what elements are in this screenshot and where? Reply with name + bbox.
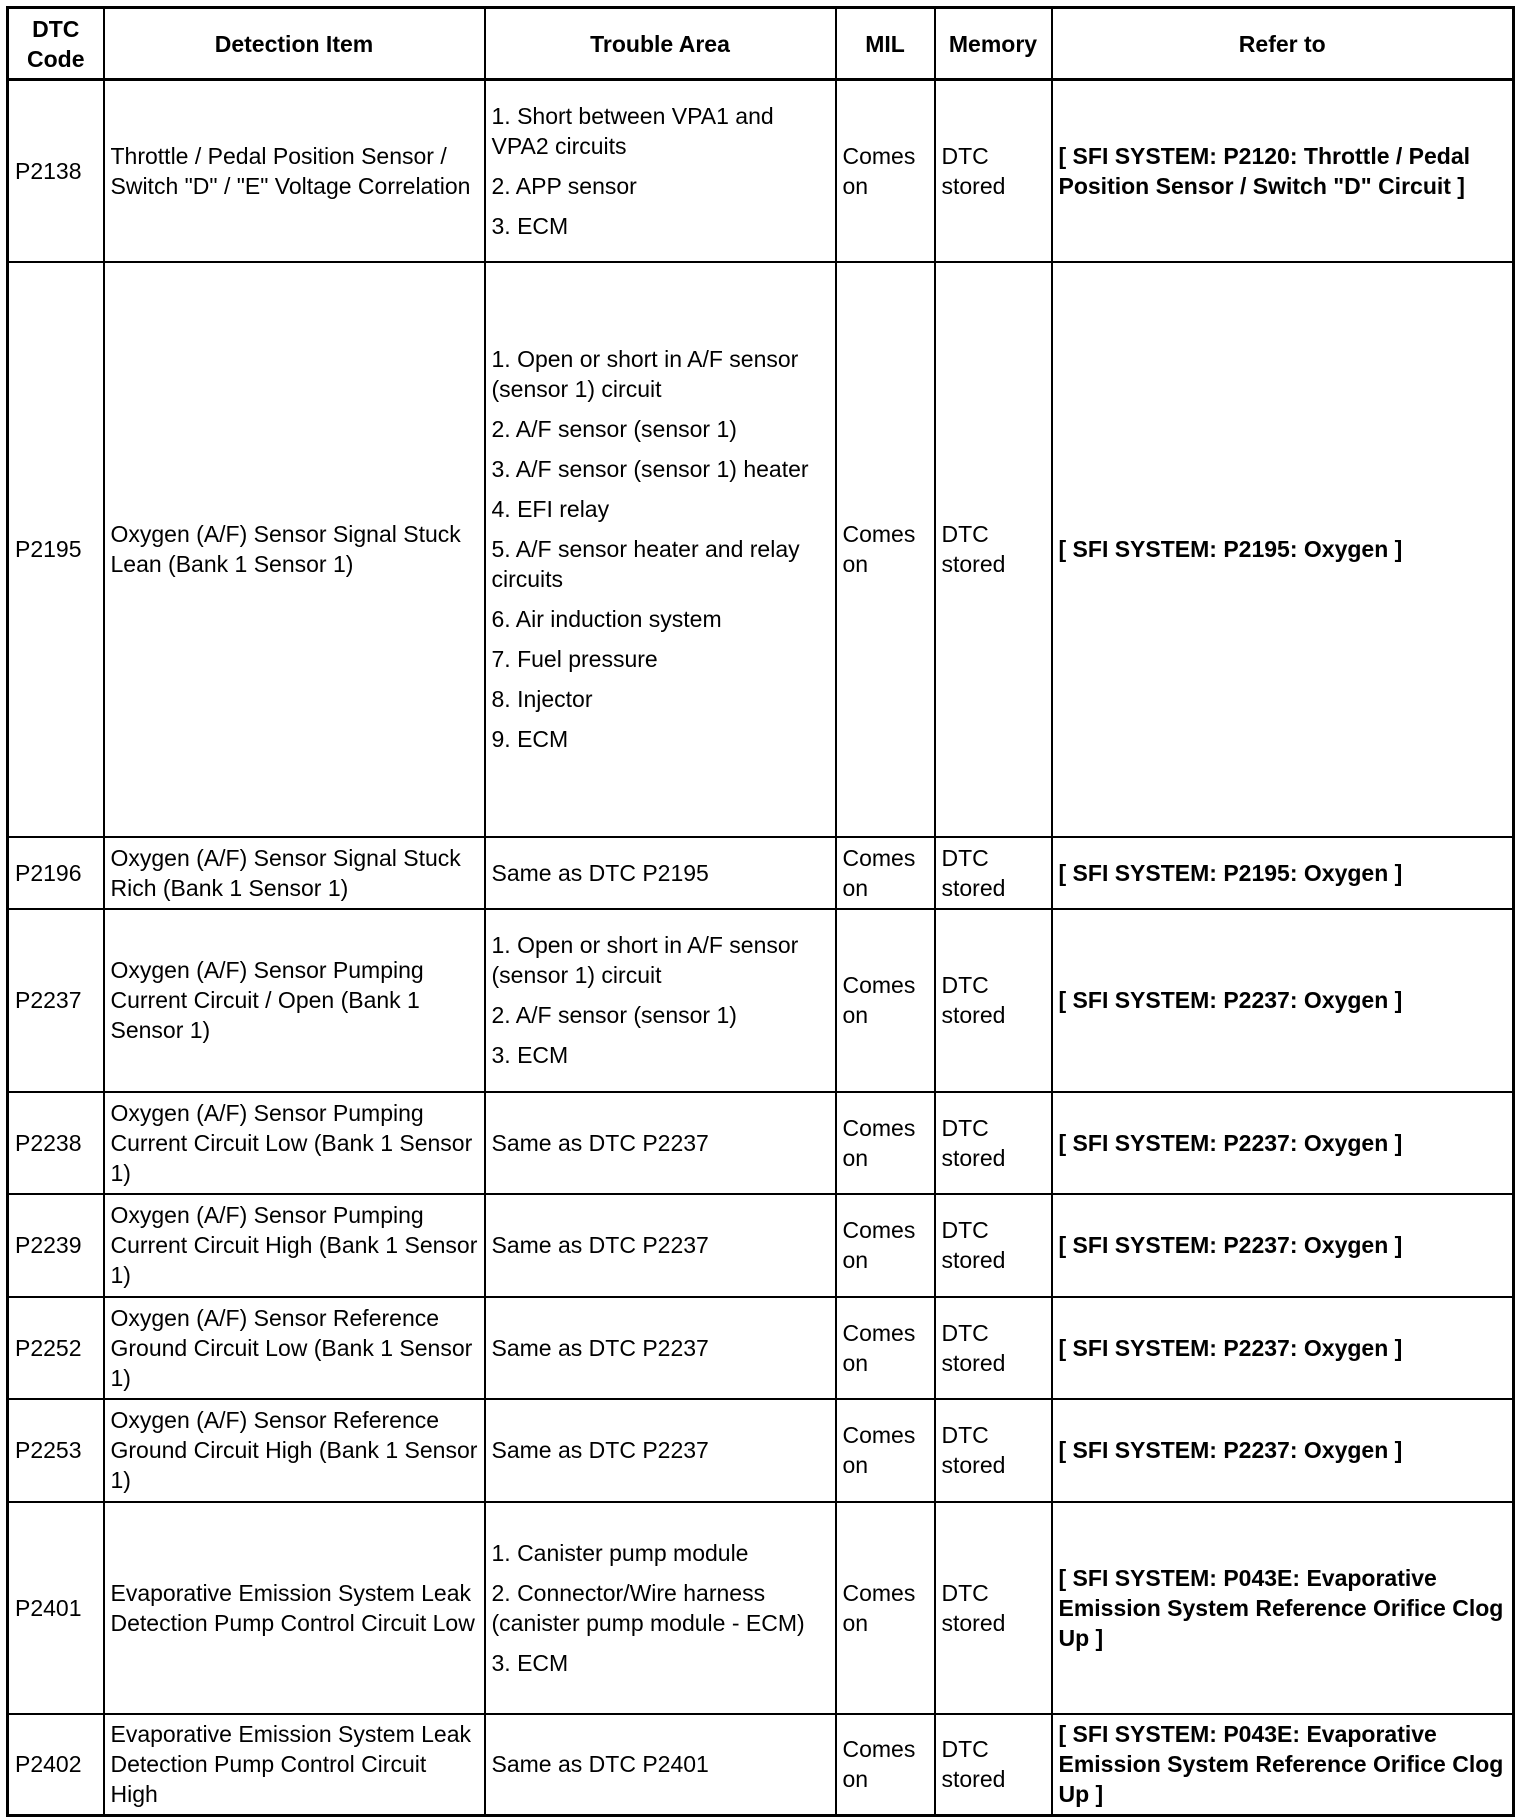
detection-item-cell: Oxygen (A/F) Sensor Reference Ground Circuit High (Bank 1 Sensor 1) (104, 1399, 485, 1502)
refer-to-cell: [ SFI SYSTEM: P2120: Throttle / Pedal Position Sensor / Switch "D" Circuit ] (1052, 80, 1514, 262)
detection-item-cell: Evaporative Emission System Leak Detection Pump Control Circuit High (104, 1714, 485, 1816)
mil-cell: Comes on (836, 1714, 935, 1816)
trouble-area-item: 1. Open or short in A/F sensor (sensor 1) circuit (491, 932, 799, 988)
header-mil: MIL (836, 8, 935, 80)
trouble-area-cell (485, 262, 836, 837)
table-body (8, 80, 1514, 1816)
mil-cell: Comes on (836, 909, 935, 1092)
table-row (8, 1714, 1514, 1816)
refer-to-cell: [ SFI SYSTEM: P043E: Evaporative Emission System Reference Orifice Clog Up ] (1052, 1714, 1514, 1816)
trouble-area-item: Same as DTC P2401 (491, 1751, 709, 1778)
mil-cell: Comes on (836, 837, 935, 909)
table-row (8, 1399, 1514, 1502)
dtc-code-cell: P2237 (8, 909, 104, 1092)
trouble-area-item: Same as DTC P2195 (491, 859, 709, 886)
memory-cell: DTC stored (935, 1714, 1052, 1816)
header-dtc-code: DTC Code (8, 8, 104, 80)
memory-cell: DTC stored (935, 262, 1052, 837)
mil-cell: Comes on (836, 1297, 935, 1399)
memory-cell: DTC stored (935, 1092, 1052, 1194)
refer-to-cell: [ SFI SYSTEM: P2195: Oxygen ] (1052, 262, 1514, 837)
header-memory: Memory (935, 8, 1052, 80)
mil-cell: Comes on (836, 1502, 935, 1714)
detection-item-cell: Oxygen (A/F) Sensor Pumping Current Circuit High (Bank 1 Sensor 1) (104, 1194, 485, 1297)
header-trouble-area: Trouble Area (485, 8, 836, 80)
trouble-area-item: 9. ECM (491, 726, 569, 752)
refer-to-cell: [ SFI SYSTEM: P2237: Oxygen ] (1052, 1297, 1514, 1399)
refer-to-cell: [ SFI SYSTEM: P2237: Oxygen ] (1052, 1399, 1514, 1502)
trouble-area-cell (485, 1714, 836, 1816)
trouble-area-item: 2. APP sensor (491, 172, 637, 199)
trouble-area-item: 3. ECM (491, 212, 569, 239)
trouble-area-item: Same as DTC P2237 (491, 1334, 709, 1361)
trouble-area-cell (485, 1194, 836, 1297)
header-row (8, 8, 1514, 80)
trouble-area-item: 2. Connector/Wire harness (canister pump module - ECM) (491, 1579, 805, 1636)
mil-cell: Comes on (836, 1399, 935, 1502)
dtc-code-cell: P2401 (8, 1502, 104, 1714)
trouble-area-item: 6. Air induction system (491, 606, 722, 632)
trouble-area-item: 3. A/F sensor (sensor 1) heater (491, 456, 809, 482)
memory-cell: DTC stored (935, 909, 1052, 1092)
trouble-area-item: 1. Open or short in A/F sensor (sensor 1) circuit (491, 346, 799, 402)
trouble-area-item: 5. A/F sensor heater and relay circuits (491, 536, 800, 592)
mil-cell: Comes on (836, 1092, 935, 1194)
refer-to-cell: [ SFI SYSTEM: P2195: Oxygen ] (1052, 837, 1514, 909)
detection-item-cell: Oxygen (A/F) Sensor Signal Stuck Lean (Bank 1 Sensor 1) (104, 262, 485, 837)
table-row (8, 1194, 1514, 1297)
memory-cell: DTC stored (935, 1399, 1052, 1502)
trouble-area-item: 2. A/F sensor (sensor 1) (491, 416, 737, 442)
trouble-area-item: 7. Fuel pressure (491, 646, 658, 672)
trouble-area-cell (485, 1092, 836, 1194)
table-row (8, 1502, 1514, 1714)
trouble-area-item: Same as DTC P2237 (491, 1437, 709, 1463)
memory-cell: DTC stored (935, 1297, 1052, 1399)
dtc-code-cell: P2252 (8, 1297, 104, 1399)
trouble-area-item: 2. A/F sensor (sensor 1) (491, 1002, 737, 1028)
mil-cell: Comes on (836, 1194, 935, 1297)
detection-item-cell: Throttle / Pedal Position Sensor / Switch "D" / "E" Voltage Correlation (104, 80, 485, 262)
table-row (8, 80, 1514, 262)
trouble-area-cell (485, 1502, 836, 1714)
mil-cell: Comes on (836, 80, 935, 262)
trouble-area-cell (485, 80, 836, 262)
table-row (8, 909, 1514, 1092)
detection-item-cell: Oxygen (A/F) Sensor Pumping Current Circuit / Open (Bank 1 Sensor 1) (104, 909, 485, 1092)
refer-to-cell: [ SFI SYSTEM: P2237: Oxygen ] (1052, 909, 1514, 1092)
detection-item-cell: Oxygen (A/F) Sensor Reference Ground Circuit Low (Bank 1 Sensor 1) (104, 1297, 485, 1399)
trouble-area-item: 8. Injector (491, 686, 593, 712)
memory-cell: DTC stored (935, 80, 1052, 262)
memory-cell: DTC stored (935, 1194, 1052, 1297)
refer-to-cell: [ SFI SYSTEM: P043E: Evaporative Emission System Reference Orifice Clog Up ] (1052, 1502, 1514, 1714)
trouble-area-cell (485, 1399, 836, 1502)
dtc-code-cell: P2402 (8, 1714, 104, 1816)
table-row (8, 262, 1514, 837)
dtc-code-cell: P2238 (8, 1092, 104, 1194)
dtc-code-cell: P2239 (8, 1194, 104, 1297)
dtc-code-cell: P2253 (8, 1399, 104, 1502)
trouble-area-item: 1. Canister pump module (491, 1539, 749, 1566)
table-row (8, 1297, 1514, 1399)
trouble-area-item: Same as DTC P2237 (491, 1232, 709, 1258)
dtc-code-cell: P2195 (8, 262, 104, 837)
table-row (8, 837, 1514, 909)
header-refer-to: Refer to (1052, 8, 1514, 80)
trouble-area-item: Same as DTC P2237 (491, 1129, 709, 1156)
memory-cell: DTC stored (935, 837, 1052, 909)
trouble-area-cell (485, 909, 836, 1092)
dtc-code-cell: P2196 (8, 837, 104, 909)
dtc-table (6, 6, 1515, 1817)
detection-item-cell: Evaporative Emission System Leak Detection Pump Control Circuit Low (104, 1502, 485, 1714)
trouble-area-item: 3. ECM (491, 1042, 569, 1068)
header-detection-item: Detection Item (104, 8, 485, 80)
trouble-area-cell (485, 837, 836, 909)
trouble-area-item: 3. ECM (491, 1649, 569, 1676)
detection-item-cell: Oxygen (A/F) Sensor Pumping Current Circuit Low (Bank 1 Sensor 1) (104, 1092, 485, 1194)
mil-cell: Comes on (836, 262, 935, 837)
memory-cell: DTC stored (935, 1502, 1052, 1714)
trouble-area-cell (485, 1297, 836, 1399)
trouble-area-item: 4. EFI relay (491, 496, 610, 522)
detection-item-cell: Oxygen (A/F) Sensor Signal Stuck Rich (Bank 1 Sensor 1) (104, 837, 485, 909)
table-row (8, 1092, 1514, 1194)
trouble-area-item: 1. Short between VPA1 and VPA2 circuits (491, 102, 774, 159)
dtc-code-cell: P2138 (8, 80, 104, 262)
refer-to-cell: [ SFI SYSTEM: P2237: Oxygen ] (1052, 1194, 1514, 1297)
refer-to-cell: [ SFI SYSTEM: P2237: Oxygen ] (1052, 1092, 1514, 1194)
